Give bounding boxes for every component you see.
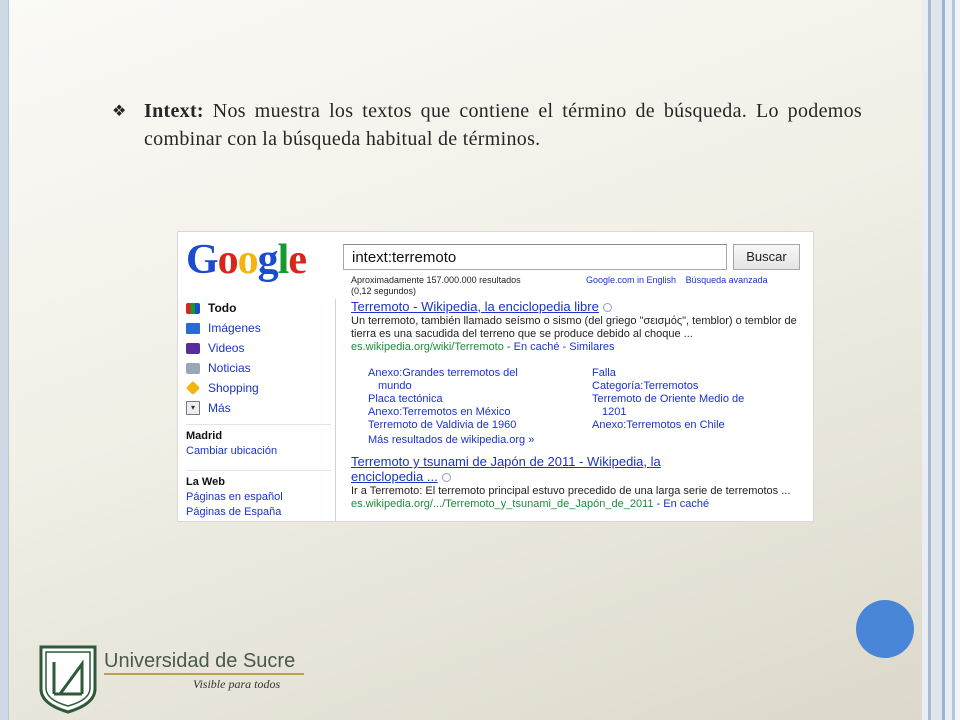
nav-item-todo[interactable]: Todo: [186, 298, 336, 318]
sitelink[interactable]: Anexo:Terremotos en México: [368, 406, 511, 418]
sitelink[interactable]: Categoría:Terremotos: [592, 380, 699, 392]
location-heading: Madrid: [186, 430, 223, 442]
google-english-link[interactable]: Google.com in English: [586, 275, 677, 285]
more-results-link[interactable]: Más resultados de wikipedia.org »: [368, 434, 535, 446]
top-links: [586, 275, 775, 285]
bullet-text: [144, 97, 862, 153]
sitelinks-left-column: [368, 367, 518, 432]
left-frame-border: [0, 0, 9, 720]
nav-item-mas[interactable]: ▾ Más: [186, 398, 336, 418]
sidebar-separator: [186, 424, 331, 425]
search-result: [351, 299, 801, 354]
result-snippet: Ir a Terremoto: El terremoto principal estuvo precedido de una larga serie de terremotos ...: [351, 485, 791, 497]
sitelink[interactable]: Anexo:Grandes terremotos del: [368, 367, 518, 379]
result-stats: Aproximadamente 157.000.000 resultados (0,12 segundos): [351, 275, 521, 296]
web-filter-block: [186, 475, 283, 520]
advanced-search-link[interactable]: Búsqueda avanzada: [685, 275, 768, 285]
search-result: [351, 454, 801, 511]
sitelink[interactable]: Falla: [592, 367, 616, 379]
nav-item-shopping[interactable]: Shopping: [186, 378, 336, 398]
term-label: Intext:: [144, 100, 204, 122]
spain-pages-link[interactable]: Páginas de España: [186, 506, 282, 518]
magnifier-icon[interactable]: [442, 473, 451, 482]
spanish-pages-link[interactable]: Páginas en español: [186, 491, 283, 503]
change-location-link[interactable]: Cambiar ubicación: [186, 445, 278, 457]
camera-icon: [186, 323, 200, 334]
search-type-nav: [186, 298, 336, 418]
result-snippet: Un terremoto, también llamado seísmo o sismo (del griego "σεισμός", temblor) o temblor de tierra es una sacudida del terreno que se produce debido al choque ...: [351, 315, 797, 340]
diamond-bullet-icon: ❖: [112, 103, 127, 120]
university-name: Universidad de Sucre: [104, 650, 296, 672]
sitelink[interactable]: Terremoto de Oriente Medio de: [592, 393, 745, 405]
sitelink[interactable]: Terremoto de Valdivia de 1960: [368, 419, 517, 431]
sitelink[interactable]: Anexo:Terremotos en Chile: [592, 419, 725, 431]
cache-links[interactable]: - En caché: [653, 498, 710, 510]
sitelink[interactable]: Placa tectónica: [368, 393, 443, 405]
shield-emblem-icon: [38, 644, 98, 714]
chevron-down-icon: ▾: [186, 401, 200, 415]
term-description: Nos muestra los textos que contiene el término de búsqueda. Lo podemos combinar con la búsqueda habitual de términos.: [144, 100, 862, 150]
logo-underline: [104, 673, 304, 675]
sitelinks-right-column: [592, 367, 744, 432]
nav-item-noticias[interactable]: Noticias: [186, 358, 336, 378]
all-results-icon: [186, 303, 200, 314]
search-input[interactable]: intext:terremoto: [343, 244, 727, 270]
cache-links[interactable]: - En caché - Similares: [503, 341, 615, 353]
newspaper-icon: [186, 363, 200, 374]
result-url: es.wikipedia.org/wiki/Terremoto - En caché - Similares: [351, 341, 615, 353]
search-button[interactable]: Buscar: [733, 244, 800, 270]
result-title-link[interactable]: Terremoto y tsunami de Japón de 2011 - Wikipedia, la: [351, 454, 661, 469]
nav-item-imagenes[interactable]: Imágenes: [186, 318, 336, 338]
university-tagline: Visible para todos: [193, 677, 281, 691]
result-url: es.wikipedia.org/.../Terremoto_y_tsunami_de_Japón_de_2011 - En caché: [351, 498, 710, 510]
result-title-link[interactable]: Terremoto - Wikipedia, la enciclopedia libre: [351, 299, 599, 314]
right-frame-border: [922, 0, 960, 720]
bullet-paragraph: [112, 97, 862, 153]
google-logo: Google: [186, 237, 306, 283]
sitelink[interactable]: mundo: [378, 380, 412, 392]
film-icon: [186, 343, 200, 354]
sitelink[interactable]: 1201: [602, 406, 627, 418]
google-screenshot: [177, 231, 814, 522]
result-title-link[interactable]: enciclopedia ...: [351, 469, 438, 484]
nav-item-videos[interactable]: Videos: [186, 338, 336, 358]
tag-icon: [186, 381, 200, 395]
sidebar-separator: [186, 470, 331, 471]
decorative-circle: [856, 600, 914, 658]
location-block: [186, 429, 277, 459]
web-heading: La Web: [186, 476, 225, 488]
magnifier-icon[interactable]: [603, 303, 612, 312]
